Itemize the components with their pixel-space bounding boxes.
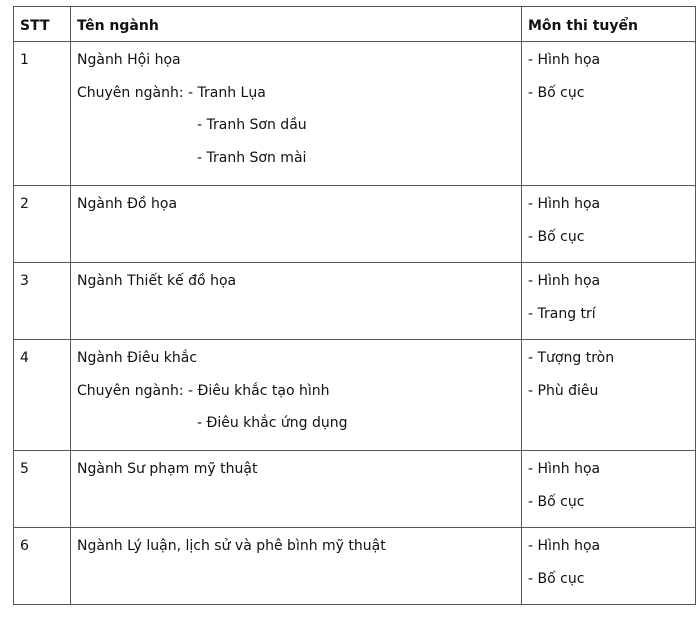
header-subjects: Môn thi tuyển [522,7,696,42]
row-subjects [522,42,696,186]
subject-line: - Hình họa [528,538,601,554]
subject-line: - Hình họa [528,461,601,477]
name-line: Ngành Hội họa [77,52,181,68]
table-row [14,186,696,263]
name-line: Chuyên ngành: - Điêu khắc tạo hình [77,382,330,399]
row-name [71,42,522,186]
name-line: - Tranh Sơn mài [197,149,307,166]
subject-line: - Hình họa [528,52,601,68]
table-row [14,263,696,340]
subject-line: - Phù điêu [528,382,599,399]
row-subjects [522,528,696,605]
subject-line: - Bố cục [528,570,585,587]
row-subjects [522,340,696,451]
subject-line: - Bố cục [528,493,585,510]
subject-line: - Tượng tròn [528,350,615,366]
table-row [14,451,696,528]
admission-table [13,6,696,605]
name-line: Ngành Sư phạm mỹ thuật [77,461,258,477]
row-stt: 3 [14,263,71,340]
name-line: - Điêu khắc ứng dụng [197,415,348,431]
subject-line: - Hình họa [528,273,601,289]
subject-line: - Bố cục [528,84,585,101]
row-name [71,340,522,451]
row-name [71,263,522,340]
subject-line: - Trang trí [528,305,596,322]
row-stt: 4 [14,340,71,451]
row-name [71,528,522,605]
name-line: Ngành Đồ họa [77,196,178,212]
row-subjects [522,263,696,340]
row-subjects [522,451,696,528]
name-line: Ngành Điêu khắc [77,350,198,366]
row-name [71,186,522,263]
subject-line: - Hình họa [528,196,601,212]
row-stt: 1 [14,42,71,186]
name-line: Chuyên ngành: - Tranh Lụa [77,84,266,101]
header-name: Tên ngành [71,7,522,42]
row-name [71,451,522,528]
subject-line: - Bố cục [528,228,585,245]
name-line: Ngành Lý luận, lịch sử và phê bình mỹ thuật [77,538,386,554]
table-row [14,528,696,605]
header-stt: STT [14,7,71,42]
row-stt: 5 [14,451,71,528]
row-subjects [522,186,696,263]
name-line: - Tranh Sơn dầu [197,117,307,133]
row-stt: 2 [14,186,71,263]
name-line: Ngành Thiết kế đồ họa [77,273,237,289]
table-row [14,42,696,186]
header-row [14,7,696,42]
table-row [14,340,696,451]
row-stt: 6 [14,528,71,605]
